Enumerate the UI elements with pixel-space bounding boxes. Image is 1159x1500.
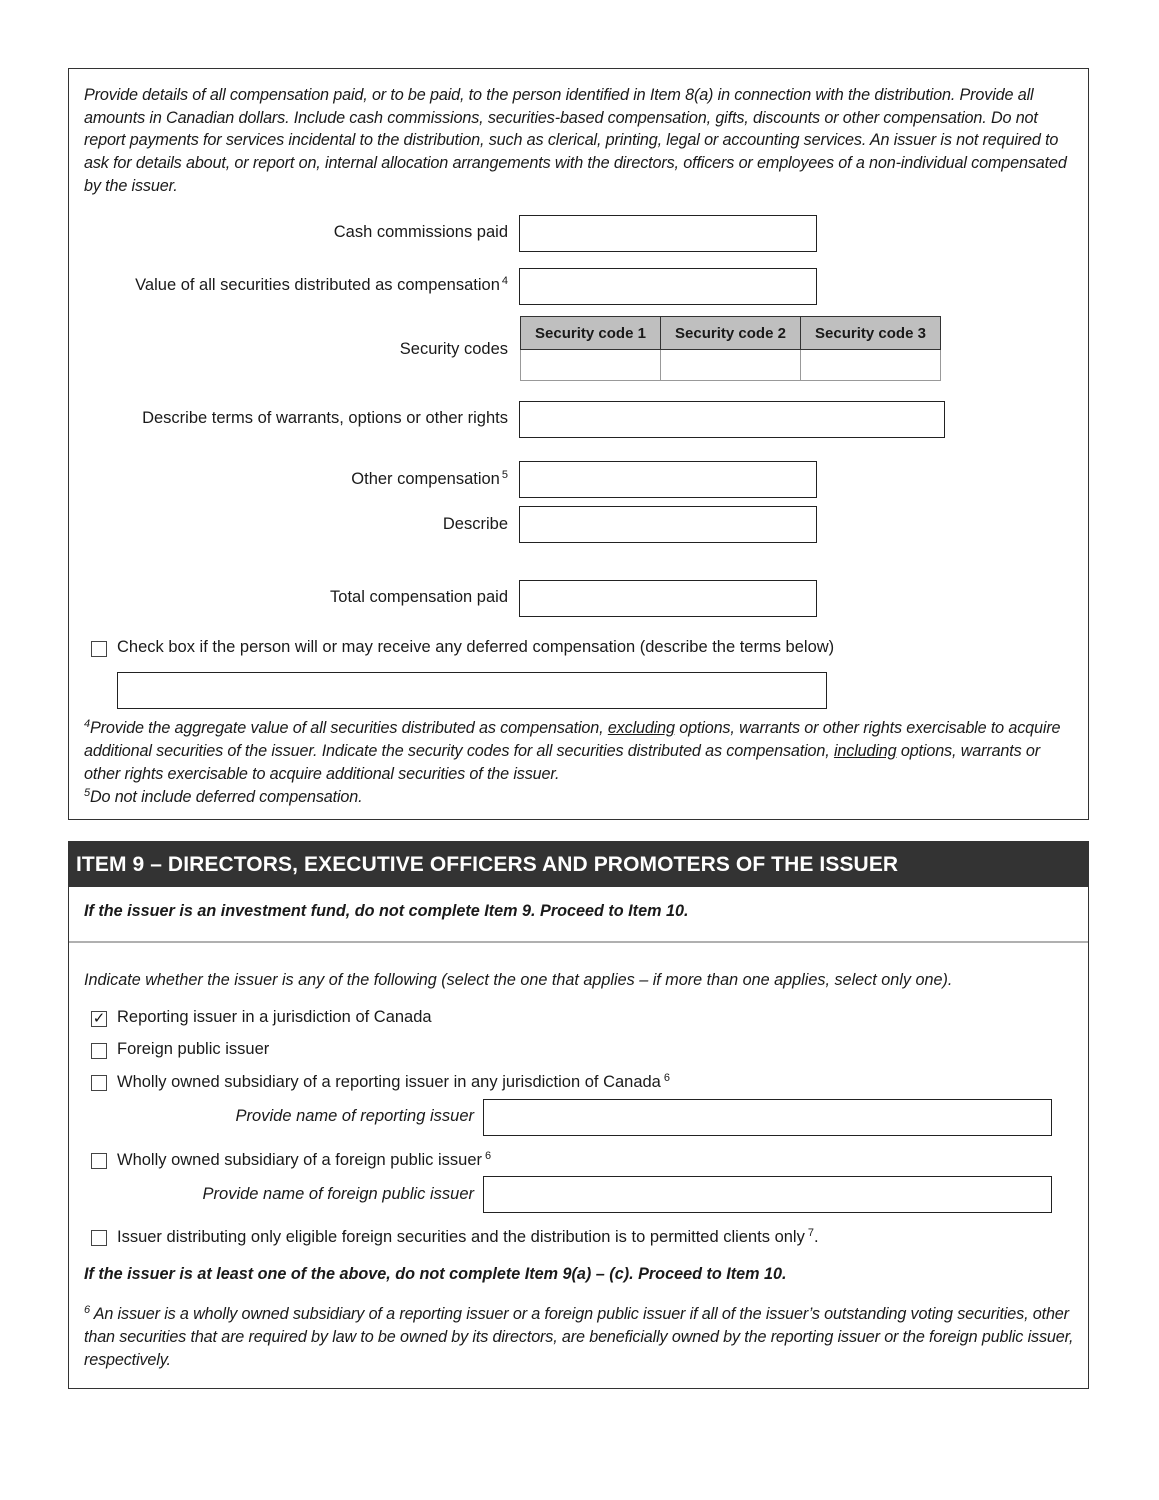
option-subsidiary-reporting-checkbox[interactable] <box>91 1075 107 1091</box>
security-code-1-field[interactable] <box>521 350 661 381</box>
compensation-instructions: Provide details of all compensation paid, or to be paid, to the person identified in Item 8(a) in connection with the distribution. Provide all amounts in Canadian dollars. Include cash commissions, securities-based compensation, gifts, discounts or other compensation. Do not report payments for services incidental to the distribution, such as clerical, printing, legal or accounting services. An issuer is not required to ask for details about, or report on, internal allocation arrangements with the directors, officers or employees of a non-individual compensated by the issuer. <box>84 86 1067 195</box>
footnote-4: $^4$Provide the aggregate value of all securities distributed as compensation, excluding options, warrants or other rights exercisable to acquire additional securities of the issuer. Indicate the security codes for all securities distributed as compensation, including options, warrants or other rights exercisable to acquire additional securities of the issuer. <box>84 718 1061 783</box>
other-compensation-label: Other compensation $^5$ <box>351 469 508 488</box>
total-compensation-field[interactable] <box>519 580 817 617</box>
option-foreign-public-issuer-label: Foreign public issuer <box>117 1040 270 1058</box>
cash-commissions-label: Cash commissions paid <box>333 223 508 241</box>
security-code-1-header: Security code 1 <box>521 317 661 350</box>
foreign-issuer-name-field[interactable] <box>483 1176 1052 1213</box>
deferred-compensation-terms-field[interactable] <box>117 672 827 709</box>
footnote-ref-4: 4 <box>501 275 508 287</box>
item9-title: ITEM 9 – DIRECTORS, EXECUTIVE OFFICERS AND PROMOTERS OF THE ISSUER <box>69 842 1088 887</box>
footnote-6: $^6$ An issuer is a wholly owned subsidiary of a reporting issuer or a foreign public issuer if all of the issuer’s outstanding voting securities, other than securities that are required by law to be owned by its directors, are beneficially owned by the reporting issuer or the foreign public issuer, respectively. <box>84 1304 1074 1369</box>
investment-fund-note: If the issuer is an investment fund, do not complete Item 9. Proceed to Item 10. <box>84 902 689 920</box>
security-code-3-header: Security code 3 <box>801 317 941 350</box>
security-code-2-header: Security code 2 <box>661 317 801 350</box>
option-reporting-issuer-label: Reporting issuer in a jurisdiction of Canada <box>117 1008 432 1026</box>
security-code-3-field[interactable] <box>801 350 941 381</box>
describe-field[interactable] <box>519 506 817 543</box>
deferred-compensation-label: Check box if the person will or may receive any deferred compensation (describe the terms below) <box>117 638 835 656</box>
issuer-type-instruction: Indicate whether the issuer is any of the following (select the one that applies – if more than one applies, select only one). <box>84 971 953 989</box>
compensation-section <box>68 68 1089 820</box>
option-subsidiary-foreign-label: Wholly owned subsidiary of a foreign public issuer $^6$ <box>117 1150 492 1169</box>
footnote-ref-5: 5 <box>501 469 508 481</box>
securities-value-field[interactable] <box>519 268 817 305</box>
securities-value-label: Value of all securities distributed as compensation $^4$ <box>135 275 508 294</box>
section-divider <box>69 941 1088 943</box>
security-codes-table <box>520 316 941 381</box>
describe-label: Describe <box>442 515 508 533</box>
option-eligible-foreign-securities-label: Issuer distributing only eligible foreign securities and the distribution is to permitted clients only $^7$. <box>117 1227 819 1246</box>
option-subsidiary-foreign-checkbox[interactable] <box>91 1153 107 1169</box>
reporting-issuer-name-field[interactable] <box>483 1099 1052 1136</box>
warrant-terms-label: Describe terms of warrants, options or other rights <box>142 409 508 427</box>
security-code-2-field[interactable] <box>661 350 801 381</box>
option-subsidiary-reporting-label: Wholly owned subsidiary of a reporting issuer in any jurisdiction of Canada $^6$ <box>117 1072 670 1091</box>
reporting-issuer-name-label: Provide name of reporting issuer <box>235 1107 474 1125</box>
warrant-terms-field[interactable] <box>519 401 945 438</box>
footnote-5: $^5$Do not include deferred compensation. <box>84 787 363 806</box>
other-compensation-field[interactable] <box>519 461 817 498</box>
total-compensation-label: Total compensation paid <box>330 588 508 606</box>
option-foreign-public-issuer-checkbox[interactable] <box>91 1043 107 1059</box>
option-reporting-issuer-checkbox[interactable]: ✓ <box>92 1010 106 1027</box>
security-codes-label: Security codes <box>399 340 508 358</box>
cash-commissions-field[interactable] <box>519 215 817 252</box>
proceed-to-item10-note: If the issuer is at least one of the above, do not complete Item 9(a) – (c). Proceed to Item 10. <box>84 1265 787 1283</box>
deferred-compensation-checkbox[interactable] <box>91 641 107 657</box>
foreign-issuer-name-label: Provide name of foreign public issuer <box>202 1185 474 1203</box>
option-eligible-foreign-securities-checkbox[interactable] <box>91 1230 107 1246</box>
item9-section <box>68 841 1089 1389</box>
